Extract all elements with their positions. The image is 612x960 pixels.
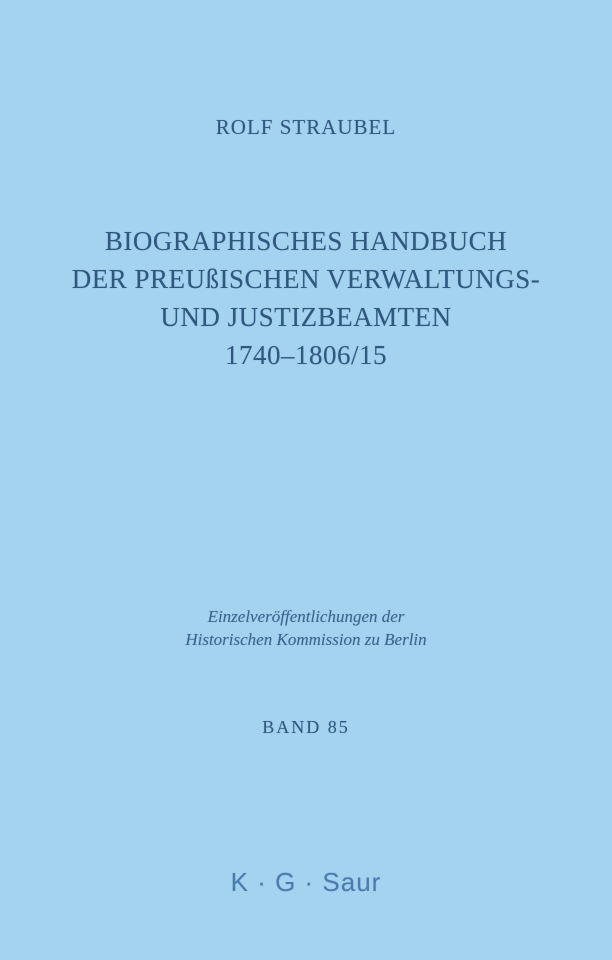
title-line-3: UND JUSTIZBEAMTEN: [160, 302, 452, 332]
title-line-1: BIOGRAPHISCHES HANDBUCH: [104, 226, 508, 256]
title-line-2: DER PREUßISCHEN VERWALTUNGS-: [71, 264, 541, 294]
series-line-1: Einzelveröffentlichungen der: [207, 607, 405, 626]
publisher-logo: K · G · Saur: [230, 867, 382, 897]
series-title: [0, 605, 612, 651]
author-name: ROLF STRAUBEL: [215, 115, 397, 139]
book-title: [0, 222, 612, 374]
series-line-2: Historischen Kommission zu Berlin: [185, 630, 427, 649]
volume-number: BAND 85: [262, 717, 350, 737]
title-line-years: 1740–1806/15: [224, 340, 387, 370]
